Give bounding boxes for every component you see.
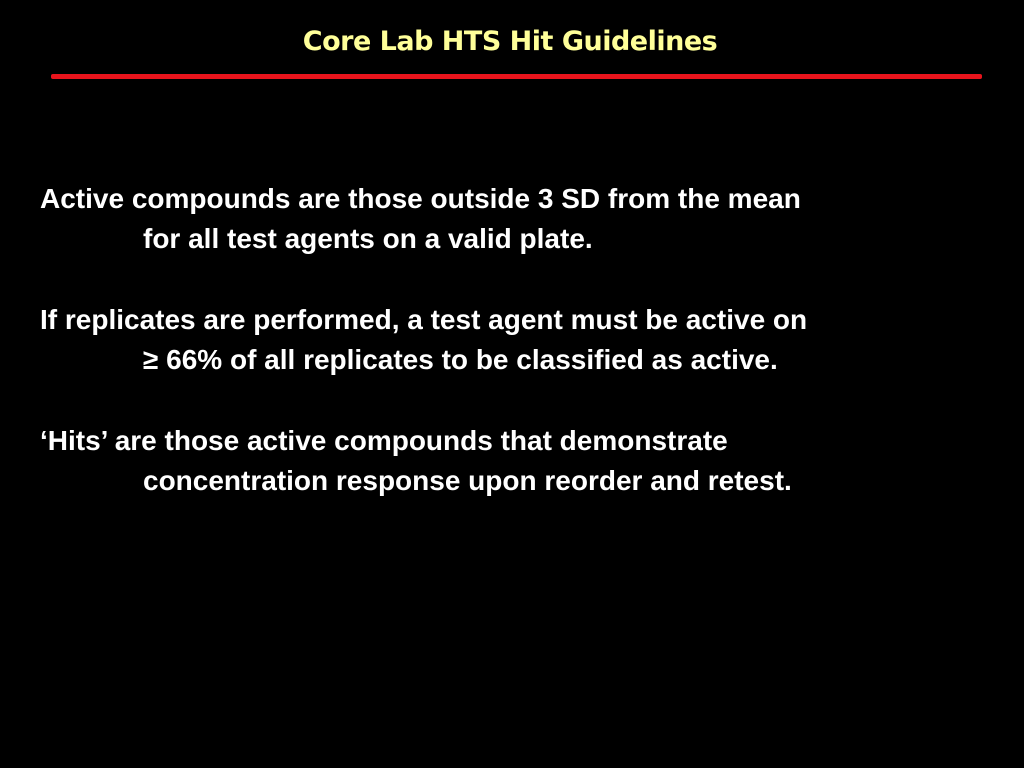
guideline-line: ‘Hits’ are those active compounds that demonstrate: [40, 425, 728, 456]
guideline-line: If replicates are performed, a test agent must be active on: [40, 304, 808, 335]
guideline-line-continuation: for all test agents on a valid plate.: [143, 223, 593, 254]
guideline-paragraph: [40, 300, 1000, 380]
guideline-paragraph: [40, 179, 1000, 259]
guideline-line-continuation: concentration response upon reorder and retest.: [143, 465, 792, 496]
guideline-line-continuation: ≥ 66% of all replicates to be classified as active.: [143, 344, 778, 375]
slide-body: [40, 179, 1000, 542]
guideline-paragraph: [40, 421, 1000, 501]
title-divider: [51, 74, 982, 79]
guideline-line: Active compounds are those outside 3 SD from the mean: [40, 183, 801, 214]
slide-title: Core Lab HTS Hit Guidelines: [302, 26, 718, 57]
